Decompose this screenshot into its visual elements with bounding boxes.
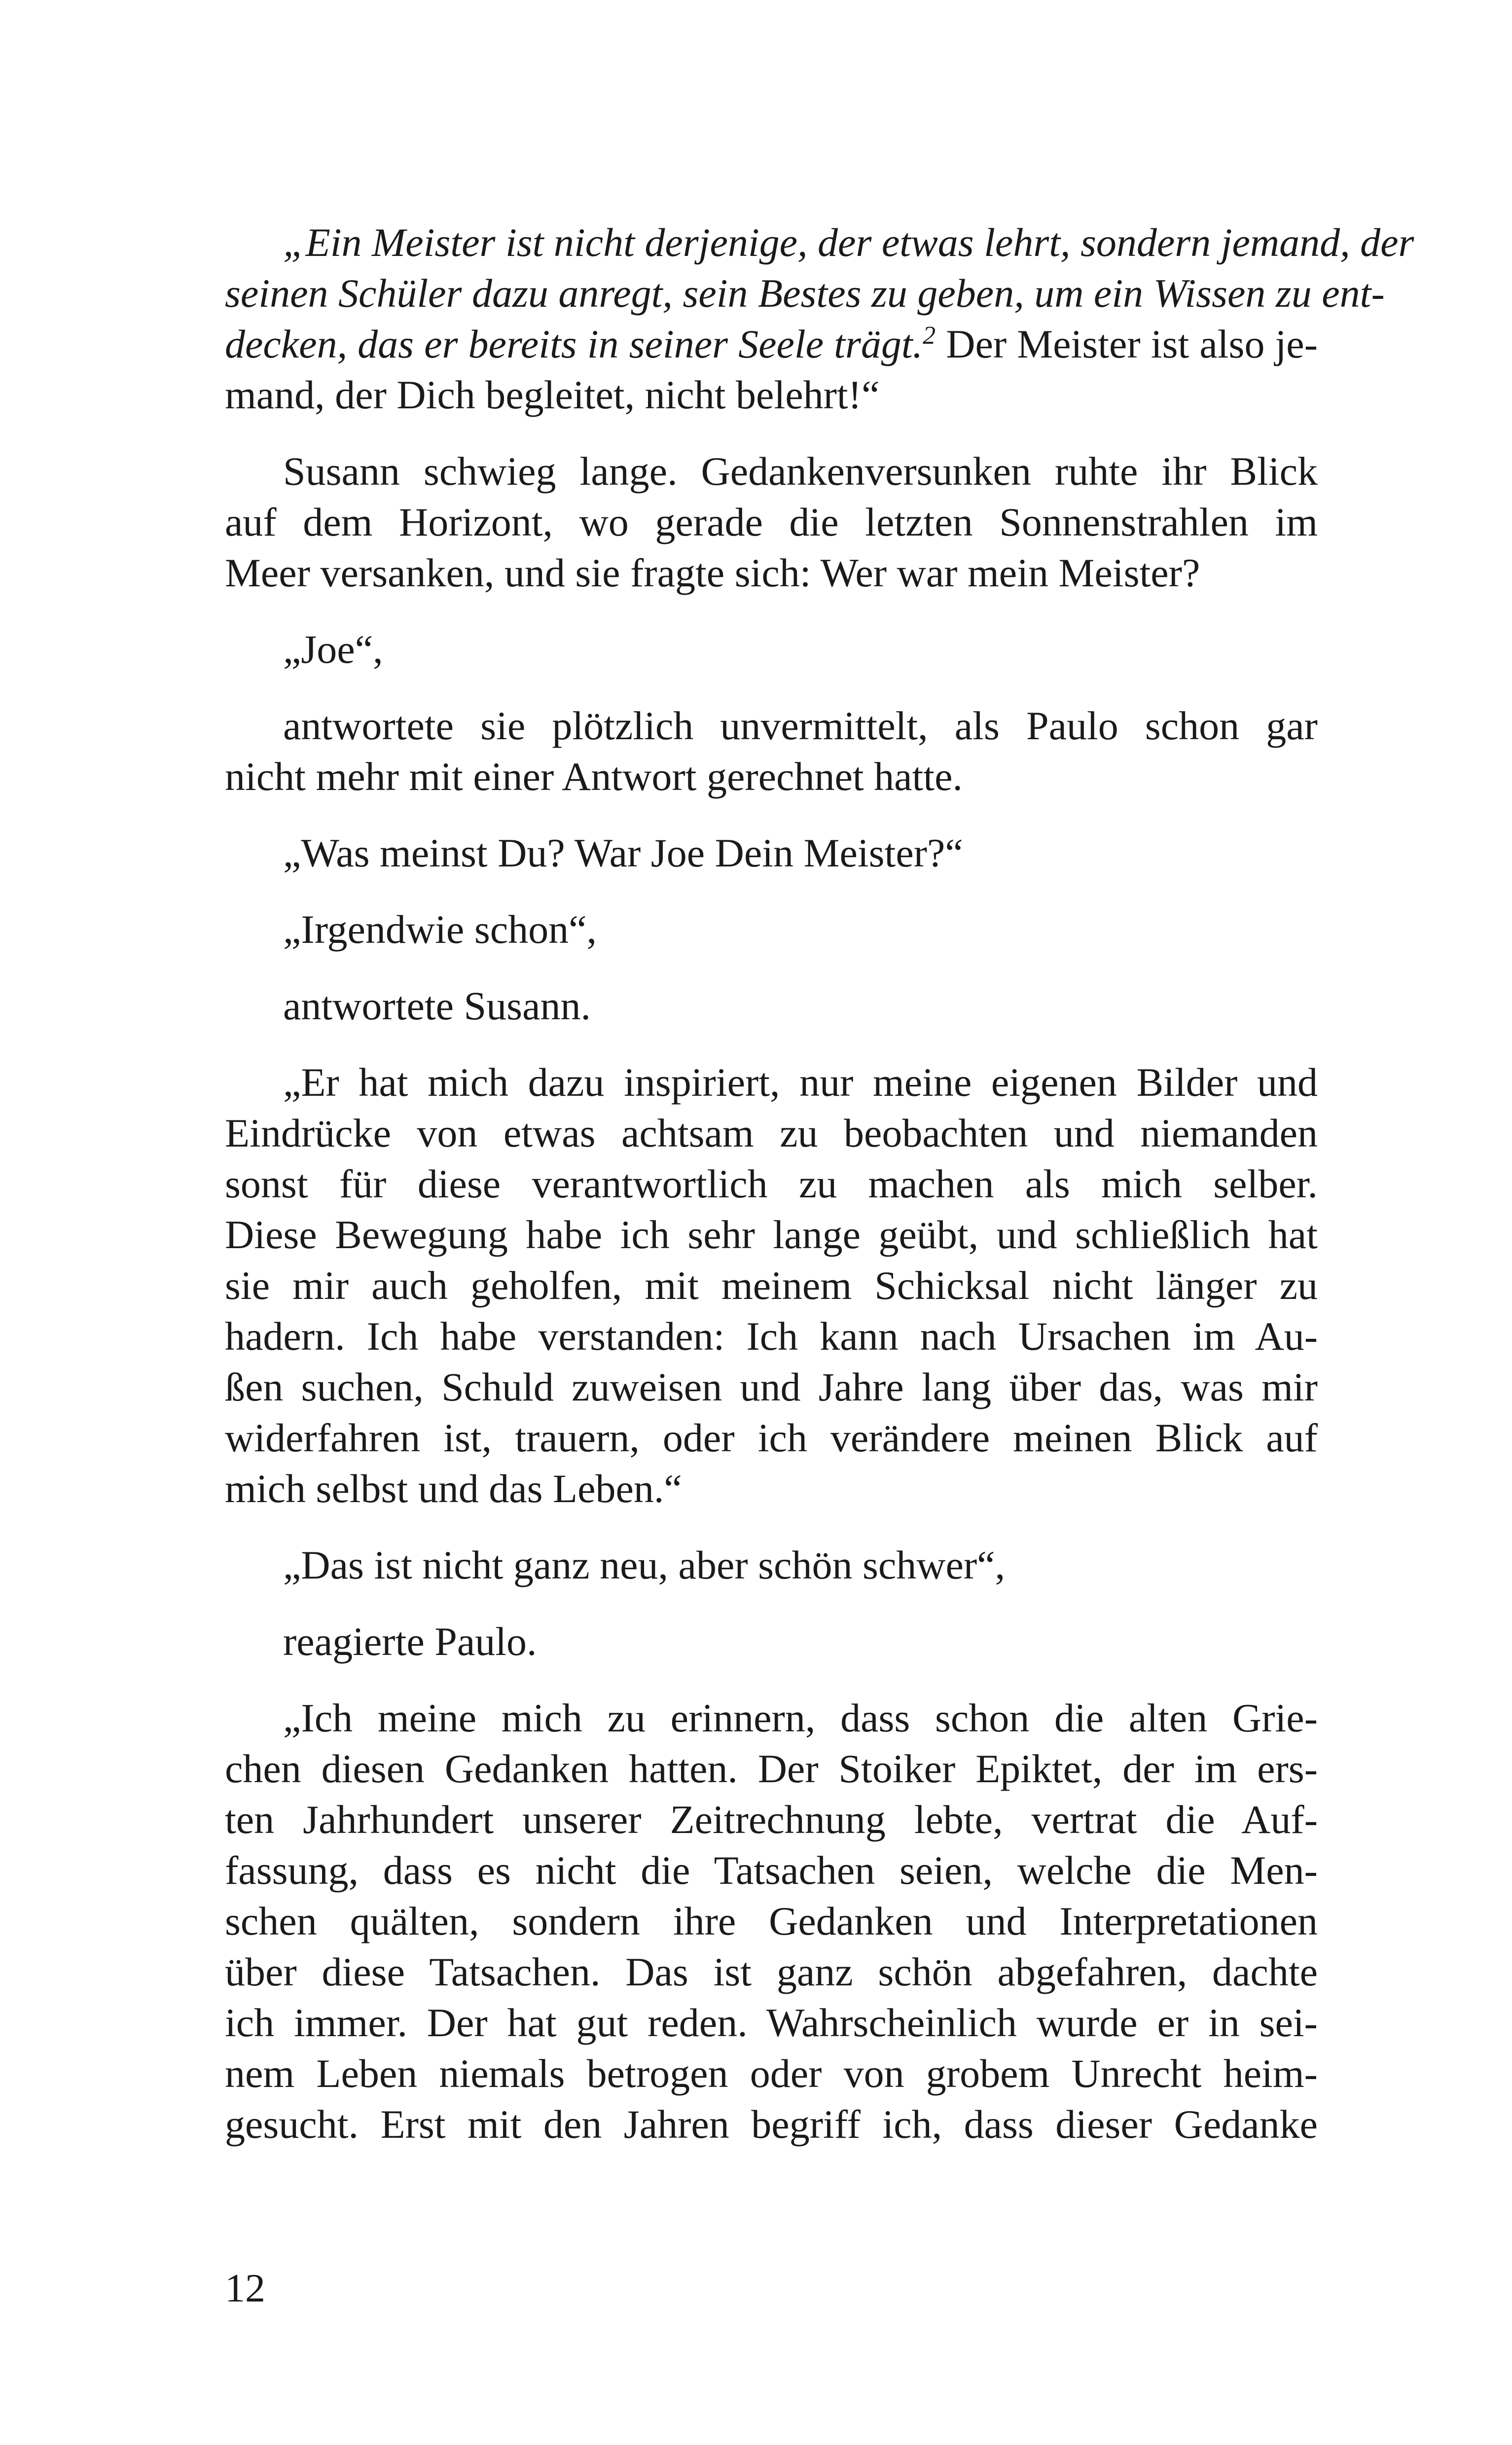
text-line: fassung, dass es nicht die Tatsachen seien, welche die Men- <box>225 1848 1318 1893</box>
quote-end: decken, das er bereits in seiner Seele trägt. <box>225 322 923 366</box>
text-line: „Er hat mich dazu inspiriert, nur meine eigenen Bilder und <box>283 1060 1318 1105</box>
text-line: über diese Tatsachen. Das ist ganz schön abgefahren, dachte <box>225 1949 1318 1994</box>
text-line: „Ein Meister ist nicht derjenige, der etwas lehrt, sondern jemand, der <box>283 220 1414 265</box>
text-line: antwortete sie plötzlich unvermittelt, als Paulo schon gar <box>283 703 1318 748</box>
quote-continuation: Der Meister ist also je- <box>936 322 1318 366</box>
paragraph <box>225 1692 1318 2150</box>
text-line: „Das ist nicht ganz neu, aber schön schwer“, <box>283 1543 1006 1587</box>
paragraph <box>225 827 1318 878</box>
text-line: sonst für diese verantwortlich zu machen als mich selber. <box>225 1161 1318 1206</box>
text-line: seinen Schüler dazu anregt, sein Bestes zu geben, um ein Wissen zu ent- <box>225 271 1385 316</box>
text-line: antwortete Susann. <box>283 983 591 1028</box>
text-line: widerfahren ist, trauern, oder ich verändere meinen Blick auf <box>225 1415 1318 1460</box>
text-line: „Was meinst Du? War Joe Dein Meister?“ <box>283 830 963 875</box>
text-line: auf dem Horizont, wo gerade die letzten Sonnenstrahlen im <box>225 500 1318 544</box>
page-number: 12 <box>225 2265 265 2310</box>
paragraph <box>225 700 1318 802</box>
text-line <box>225 319 1318 369</box>
text-line: ten Jahrhundert unserer Zeitrechnung lebte, vertrat die Auf- <box>225 1797 1318 1842</box>
text-line: schen quälten, sondern ihre Gedanken und Interpretationen <box>225 1899 1318 1943</box>
paragraph <box>225 1057 1318 1514</box>
paragraph <box>225 980 1318 1031</box>
paragraph <box>225 1616 1318 1667</box>
text-line: reagierte Paulo. <box>283 1619 537 1664</box>
text-line: sie mir auch geholfen, mit meinem Schicksal nicht länger zu <box>225 1263 1318 1308</box>
text-line: ßen suchen, Schuld zuweisen und Jahre lang über das, was mir <box>225 1365 1318 1409</box>
paragraph <box>225 446 1318 598</box>
text-line: gesucht. Erst mit den Jahren begriff ich, dass dieser Gedanke <box>225 2102 1318 2147</box>
paragraph <box>225 904 1318 955</box>
text-line: hadern. Ich habe verstanden: Ich kann nach Ursachen im Au- <box>225 1314 1318 1359</box>
text-line: Diese Bewegung habe ich sehr lange geübt, und schließlich hat <box>225 1212 1318 1257</box>
text-line: nem Leben niemals betrogen oder von grobem Unrecht heim- <box>225 2051 1318 2096</box>
text-line: nicht mehr mit einer Antwort gerechnet hatte. <box>225 754 963 799</box>
footnote-marker: 2 <box>923 322 936 350</box>
text-line: mand, der Dich begleitet, nicht belehrt!“ <box>225 372 880 417</box>
text-line: chen diesen Gedanken hatten. Der Stoiker Epiktet, der im ers- <box>225 1746 1318 1791</box>
text-line: „Joe“, <box>283 627 383 672</box>
paragraph <box>225 624 1318 675</box>
text-line: Susann schwieg lange. Gedankenversunken ruhte ihr Blick <box>283 449 1318 494</box>
paragraph-quote <box>225 217 1414 420</box>
text-line: Eindrücke von etwas achtsam zu beobachten und niemanden <box>225 1111 1318 1155</box>
text-line: „Irgendwie schon“, <box>283 907 597 952</box>
text-line: ich immer. Der hat gut reden. Wahrscheinlich wurde er in sei- <box>225 2000 1318 2045</box>
page-body <box>225 217 1414 2175</box>
paragraph <box>225 1540 1318 1590</box>
text-line: „Ich meine mich zu erinnern, dass schon die alten Grie- <box>283 1695 1318 1740</box>
text-line: mich selbst und das Leben.“ <box>225 1466 682 1511</box>
text-line: Meer versanken, und sie fragte sich: Wer war mein Meister? <box>225 550 1200 595</box>
